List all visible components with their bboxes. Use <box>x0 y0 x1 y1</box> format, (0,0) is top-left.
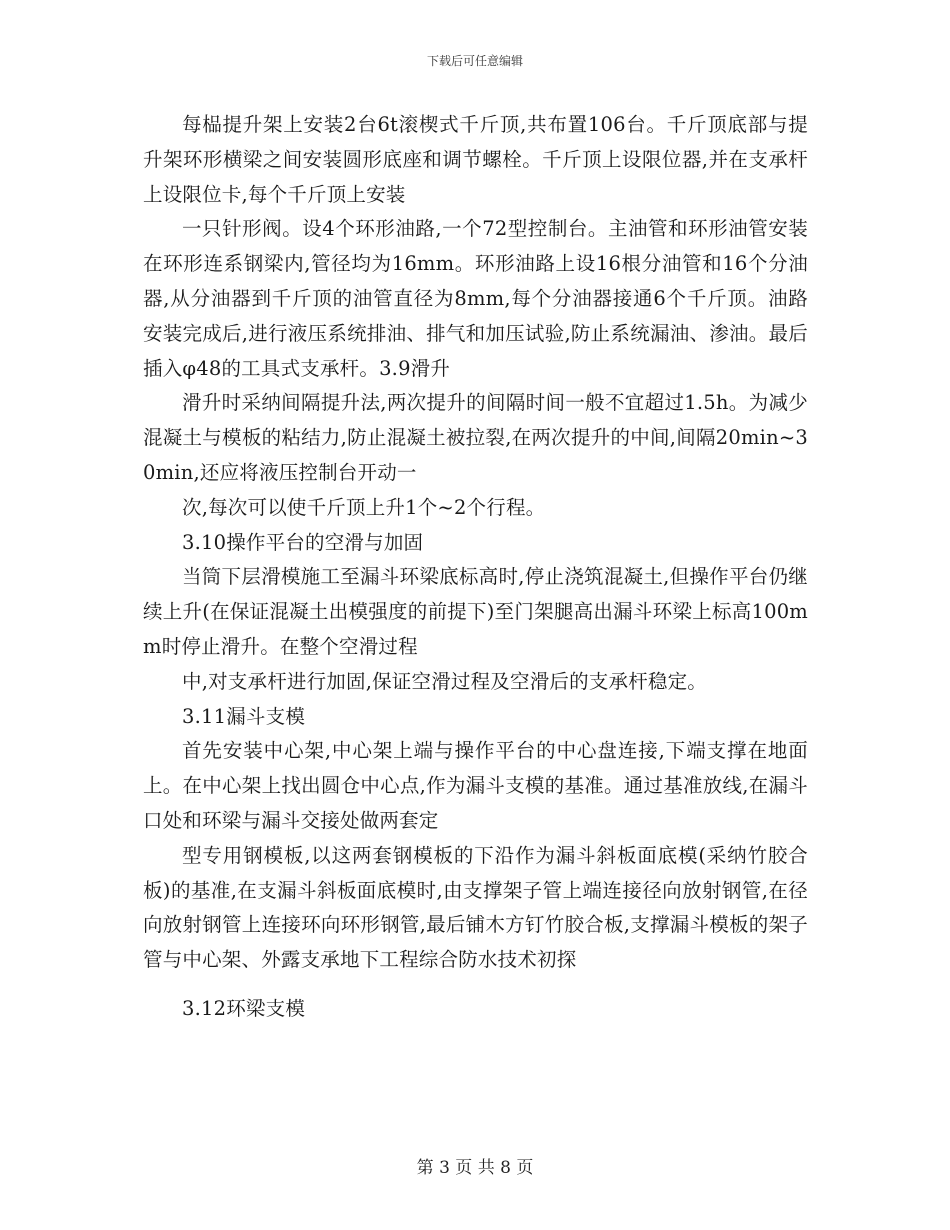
paragraph: 中,对支承杆进行加固,保证空滑过程及空滑后的支承杆稳定。 <box>182 669 707 693</box>
paragraph: 当筒下层滑模施工至漏斗环梁底标高时,停止浇筑混凝土,但操作平台仍继续上升(在保证混凝土出模强度的前提下)至门架腿高出漏斗环梁上标高100mm时停止滑升。在整个空滑过程 <box>143 565 808 658</box>
paragraph: 型专用钢模板,以这两套钢模板的下沿作为漏斗斜板面底模(采纳竹胶合板)的基准,在支漏斗斜板面底模时,由支撑架子管上端连接径向放射钢管,在径向放射钢管上连接环向环形钢管,最后铺木方钉竹胶合板,支撑漏斗模板的架子管与中心架、外露支承地下工程综合防水技术初探 <box>143 843 808 972</box>
section-heading: 3.11漏斗支模 <box>182 704 306 728</box>
paragraph: 一只针形阀。设4个环形油路,一个72型控制台。主油管和环形油管安装在环形连系钢梁内,管径均为16mm。环形油路上设16根分油管和16个分油器,从分油器到千斤顶的油管直径为8mm,每个分油器接通6个千斤顶。油路安装完成后,进行液压系统排油、排气和加压试验,防止系统漏油、渗油。最后插入φ48的工具式支承杆。3.9滑升 <box>143 217 808 380</box>
section-heading: 3.10操作平台的空滑与加固 <box>182 530 424 554</box>
page-header: 下载后可任意编辑 <box>426 54 523 68</box>
paragraph: 首先安装中心架,中心架上端与操作平台的中心盘连接,下端支撑在地面上。在中心架上找出圆仓中心点,作为漏斗支模的基准。通过基准放线,在漏斗口处和环梁与漏斗交接处做两套定 <box>143 739 808 832</box>
document-body <box>143 108 808 1027</box>
paragraph: 每榀提升架上安装2台6t滚楔式千斤顶,共布置106台。千斤顶底部与提升架环形横梁之间安装圆形底座和调节螺栓。千斤顶上设限位器,并在支承杆上设限位卡,每个千斤顶上安装 <box>143 113 808 206</box>
paragraph: 次,每次可以使千斤顶上升1个~2个行程。 <box>182 495 546 519</box>
paragraph: 滑升时采纳间隔提升法,两次提升的间隔时间一般不宜超过1.5h。为减少混凝土与模板的粘结力,防止混凝土被拉裂,在两次提升的中间,间隔20min~30min,还应将液压控制台开动一 <box>143 391 808 484</box>
section-heading: 3.12环梁支模 <box>182 996 306 1020</box>
page-number: 第 3 页 共 8 页 <box>416 1158 534 1178</box>
